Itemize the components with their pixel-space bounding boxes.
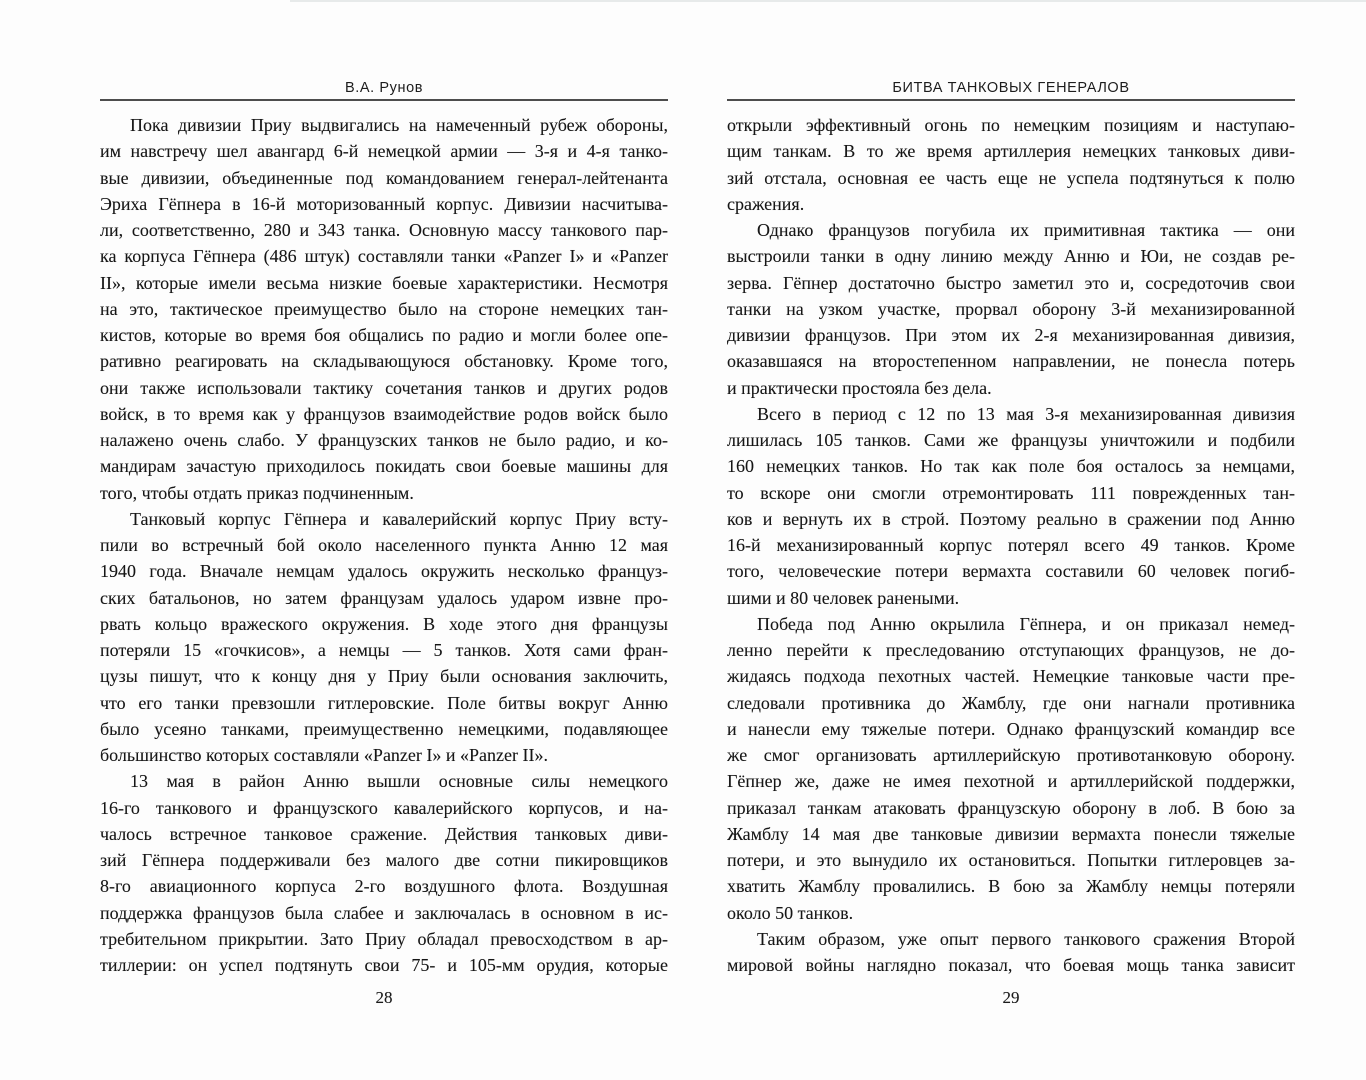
text-line: сражения. <box>727 193 805 214</box>
page-right <box>727 0 1295 1080</box>
running-head-title: БИТВА ТАНКОВЫХ ГЕНЕРАЛОВ <box>892 80 1130 96</box>
text-line: чалось встречное танковое сражение. Действия танковых диви- <box>100 823 668 844</box>
text-line: ка корпуса Гёпнера (486 штук) составляли танки «Panzer I» и «Panzer <box>100 246 668 267</box>
text-line: 8-го авиационного корпуса 2-го воздушного флота. Воздушная <box>100 876 668 897</box>
text-line: на это, тактическое преимущество было на стороне немецких тан- <box>100 298 668 319</box>
text-line: ков и вернуть их в строй. Поэтому реально в сражении под Анню <box>727 508 1295 529</box>
text-line: открыли эффективный огонь по немецким позициям и наступаю- <box>727 115 1295 135</box>
text-line: было усеяно танками, преимущественно немецкими, подавляющее <box>100 718 668 739</box>
text-line: и нанесли ему тяжелые потери. Однако французский командир все <box>727 718 1295 739</box>
text-line: Жамблу 14 мая две танковые дивизии вермахта понесли тяжелые <box>727 823 1295 844</box>
text-line: и практически простояла без дела. <box>727 377 992 398</box>
text-line: что его танки превзошли гитлеровские. Поле битвы вокруг Анню <box>100 692 668 713</box>
text-line: следовали противника до Жамблу, где они нагнали противника <box>727 692 1295 713</box>
text-line: зерва. Гёпнер достаточно быстро заметил это и, сосредоточив свои <box>727 272 1295 293</box>
text-line: рвать кольцо вражеского окружения. В ходе этого дня французы <box>100 613 668 634</box>
text-line: II», которые имели весьма низкие боевые характеристики. Несмотря <box>100 272 668 293</box>
text-line: танки на узком участке, прорвал оборону 3-й механизированной <box>727 298 1295 319</box>
text-line: потери, и это вынудило их остановиться. Попытки гитлеровцев за- <box>727 850 1295 870</box>
text-line: 1940 года. Вначале немцам удалось окружить несколько француз- <box>100 561 668 582</box>
text-line: того, человеческие потери вермахта составили 60 человек погиб- <box>727 561 1295 582</box>
text-line: то вскоре они смогли отремонтировать 111 поврежденных тан- <box>727 482 1295 503</box>
text-line: зий Гёпнера поддерживали без малого две сотни пикировщиков <box>100 850 668 870</box>
text-line: большинство которых составляли «Panzer I» и «Panzer II». <box>100 745 548 765</box>
text-line: тиллерии: он успел подтянуть свои 75- и 105-мм орудия, которые <box>100 955 668 975</box>
header-rule <box>727 99 1295 101</box>
text-line: им навстречу шел авангард 6-й немецкой армии — 3-я и 4-я танко- <box>100 141 668 162</box>
text-line: потеряли 15 «гочкисов», а немцы — 5 танков. Хотя сами фран- <box>100 640 668 660</box>
text-line: 16-го танкового и французского кавалерийского корпусов, и на- <box>100 797 668 818</box>
text-line: ских батальонов, но затем французам удалось ударом извне про- <box>100 587 668 608</box>
text-line: Однако французов погубила их примитивная тактика — они <box>757 220 1295 240</box>
text-line: жидаясь подхода пехотных частей. Немецкие танковые части пре- <box>727 666 1295 687</box>
text-line: Таким образом, уже опыт первого танкового сражения Второй <box>757 928 1295 949</box>
text-line: Танковый корпус Гёпнера и кавалерийский корпус Приу всту- <box>130 508 668 529</box>
text-line: ли, соответственно, 280 и 343 танка. Основную массу танкового пар- <box>100 220 668 240</box>
text-line: кистов, которые во время боя общались по радио и могли более опе- <box>100 325 668 345</box>
text-line: щим танкам. В то же время артиллерия немецких танковых диви- <box>727 141 1295 162</box>
text-line: 16-й механизированный корпус потерял всего 49 танков. Кроме <box>727 535 1295 555</box>
text-line: того, чтобы отдать приказ подчиненным. <box>100 482 414 503</box>
text-line: шими и 80 человек ранеными. <box>727 587 960 608</box>
page-number-left: 28 <box>375 988 393 1007</box>
text-line: хватить Жамблу провалились. В бою за Жамблу немцы потеряли <box>727 876 1295 897</box>
text-line: цузы пишут, что к концу дня у Приу были основания заключить, <box>100 666 668 687</box>
text-line: вые дивизии, объединенные под командованием генерал-лейтенанта <box>100 167 668 188</box>
text-line: войск, в то время как у французов взаимодействие родов войск было <box>100 403 668 424</box>
page-body-left <box>100 112 668 978</box>
text-line: налажено очень слабо. У французских танков не было радио, и ко- <box>100 430 668 450</box>
text-line: Эриха Гёпнера в 16-й моторизованный корпус. Дивизии насчитыва- <box>100 193 668 214</box>
text-line: выстроили танки в одну линию между Анню и Юи, не создав ре- <box>727 246 1295 267</box>
page-body-right <box>727 112 1295 978</box>
text-line: 13 мая в район Анню вышли основные силы немецкого <box>130 771 668 792</box>
page-number-right: 29 <box>1002 988 1020 1007</box>
text-line: Пока дивизии Приу выдвигались на намеченный рубеж обороны, <box>130 115 668 135</box>
text-line: пили во встречный бой около населенного пункта Анню 12 мая <box>100 535 668 555</box>
text-line: поддержка французов была слабее и заключалась в основном в ис- <box>100 902 668 923</box>
text-line: же смог организовать артиллерийскую противотанковую оборону. <box>727 745 1295 765</box>
page-left <box>100 0 668 1080</box>
text-line: около 50 танков. <box>727 902 854 923</box>
text-line: приказал танкам атаковать французскую оборону в лоб. В бою за <box>727 797 1295 818</box>
text-line: 160 немецких танков. Но так как поле боя осталось за немцами, <box>727 456 1295 477</box>
text-line: Победа под Анню окрылила Гёпнера, и он приказал немед- <box>757 613 1295 634</box>
text-line: лишилась 105 танков. Сами же французы уничтожили и подбили <box>727 430 1295 450</box>
text-line: зий отстала, основная ее часть еще не успела подтянуться к полю <box>727 167 1295 188</box>
text-line: они также использовали тактику сочетания танков и других родов <box>100 377 668 398</box>
text-line: дивизии французов. При этом их 2-я механизированная дивизия, <box>727 325 1295 345</box>
text-line: мандирам зачастую приходилось покидать свои боевые машины для <box>100 456 668 477</box>
text-line: Гёпнер же, даже не имея пехотной и артиллерийской поддержки, <box>727 771 1295 792</box>
text-line: оказавшаяся на второстепенном направлении, не понесла потерь <box>727 351 1295 372</box>
header-rule <box>100 99 668 101</box>
running-head-author: В.А. Рунов <box>344 80 424 96</box>
text-line: требительном прикрытии. Зато Приу обладал превосходством в ар- <box>100 928 668 949</box>
text-line: мировой войны наглядно показал, что боевая мощь танка зависит <box>727 955 1295 975</box>
text-line: ративно реагировать на складывающуюся обстановку. Кроме того, <box>100 351 668 372</box>
text-line: ленно перейти к преследованию отступающих французов, не до- <box>727 640 1295 660</box>
text-line: Всего в период с 12 по 13 мая 3-я механизированная дивизия <box>757 403 1295 424</box>
